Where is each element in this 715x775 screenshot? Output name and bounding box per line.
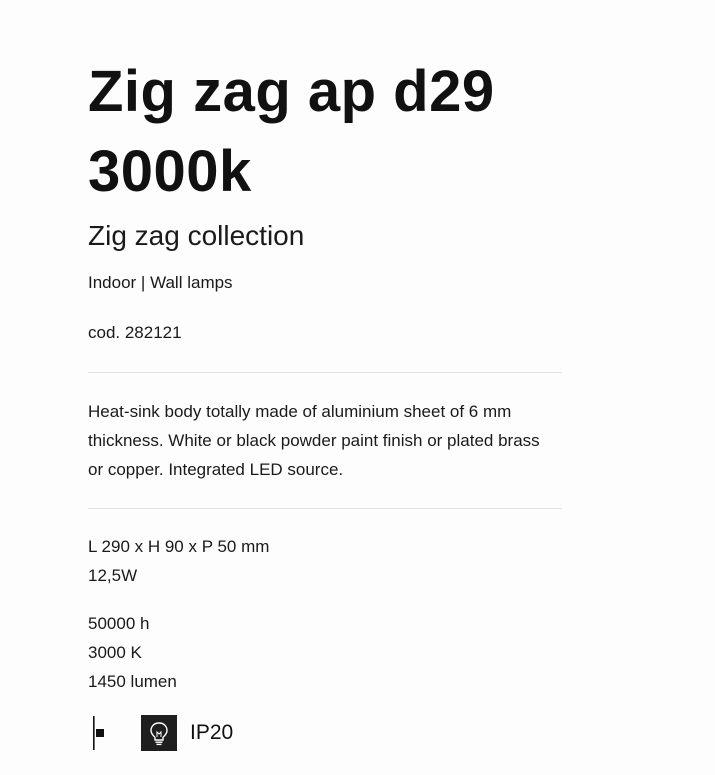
size-specs [88,532,269,590]
product-code: cod. 282121 [88,323,182,342]
dimensions-value: L 290 x H 90 x P 50 mm [88,537,270,556]
light-bulb-icon [141,715,177,751]
wall-mount-icon [92,716,108,750]
divider [88,508,562,509]
product-title: Zig zag ap d29 3000k [88,59,495,204]
feature-icons [88,714,388,752]
color-temperature-value: 3000 K [88,643,142,662]
power-value: 12,5W [88,566,138,585]
divider [88,372,562,373]
luminous-flux-value: 1450 lumen [88,672,177,691]
ip-rating: IP20 [190,721,234,744]
light-specs [88,609,177,696]
lifetime-value: 50000 h [88,614,150,633]
product-category: Indoor | Wall lamps [88,273,233,292]
collection-name: Zig zag collection [88,220,305,251]
product-description: Heat-sink body totally made of aluminium sheet of 6 mm thickness. White or black powder paint finish or plated brass or copper. Integrated LED source. [88,402,540,479]
